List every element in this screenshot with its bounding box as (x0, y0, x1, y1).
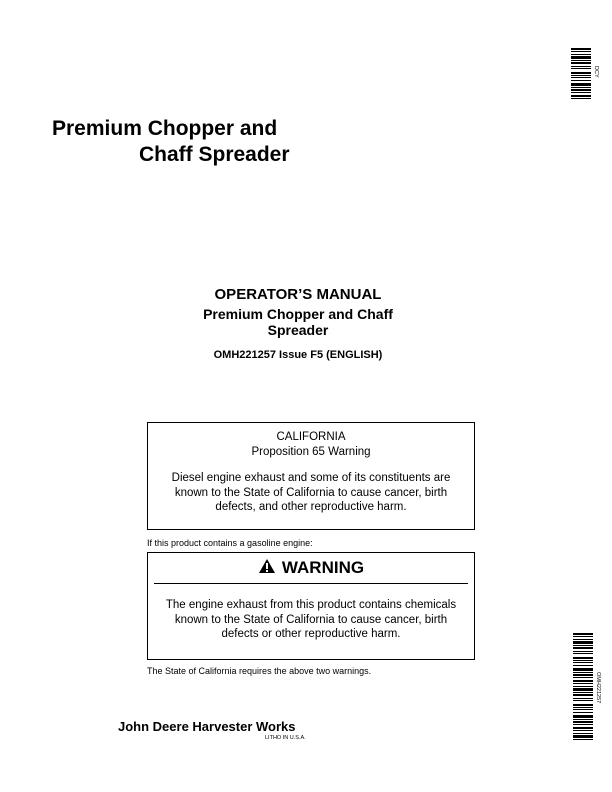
barcode-bottom-label: OMH221257 (595, 672, 601, 704)
barcode-gap (573, 740, 593, 741)
gasoline-note: If this product contains a gasoline engine: (147, 538, 313, 548)
manual-heading: OPERATOR’S MANUAL (214, 286, 382, 303)
company-name: John Deere Harvester Works (118, 719, 296, 734)
barcode-gap (571, 99, 591, 100)
gasoline-warning-text: The engine exhaust from this product contains chemicals known to the State of California to cause cancer, birth defects or other reproductive harm. (165, 599, 457, 640)
barcode-bottom (573, 633, 593, 741)
gasoline-warning-box (147, 552, 475, 660)
manual-subtitle-line-2: Spreader (267, 322, 329, 338)
warning-header (154, 553, 468, 584)
manual-subtitle-line-1: Premium Chopper and Chaff (203, 306, 393, 322)
proposition-65-heading: Proposition 65 Warning (251, 445, 371, 458)
warning-triangle-icon (258, 558, 276, 579)
california-heading: CALIFORNIA (276, 431, 346, 443)
state-note: The State of California requires the above two warnings. (147, 666, 372, 676)
title-line-1: Premium Chopper and (52, 117, 278, 140)
california-warning-box (147, 422, 475, 530)
barcode-top (571, 48, 591, 100)
manual-code: OMH221257 Issue F5 (ENGLISH) (213, 349, 383, 361)
title-line-2: Chaff Spreader (139, 143, 290, 166)
california-warning-text: Diesel engine exhaust and some of its constituents are known to the State of California to cause cancer, birth defects, and other reproductive harm. (171, 472, 451, 513)
warning-label: WARNING (281, 557, 365, 577)
litho-note: LITHO IN U.S.A. (265, 735, 306, 741)
manual-subtitle (148, 306, 448, 338)
barcode-top-label: DCY (593, 66, 599, 78)
